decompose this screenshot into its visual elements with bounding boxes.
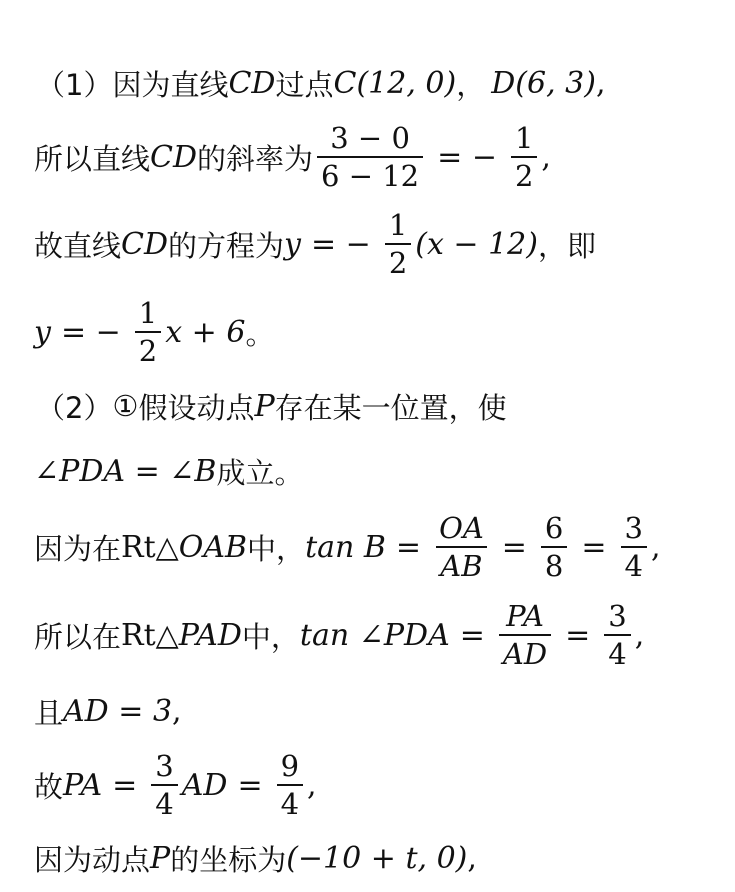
slope-numerator: 3 − 0 xyxy=(330,120,410,155)
equals: = xyxy=(501,529,527,565)
slope-result-numerator: 1 xyxy=(514,120,534,155)
three-numerator: 3 xyxy=(608,598,627,633)
line-8-end: , xyxy=(634,617,645,653)
line-3-text: 的方程为 xyxy=(168,228,285,263)
line-5-tail: 存在某一位置，使 xyxy=(274,390,507,425)
angle-equation: ∠PDA = ∠B xyxy=(34,453,217,489)
tan-pda: tan ∠PDA xyxy=(299,617,450,653)
three-quarters-fraction xyxy=(151,748,177,821)
equals: = xyxy=(395,529,422,565)
three-numerator: 3 xyxy=(155,748,174,783)
line-4-end: 。 xyxy=(245,316,275,351)
equals: = xyxy=(112,767,138,803)
solution-line-11 xyxy=(34,828,735,888)
rt-triangle-symbol: Rt△ xyxy=(121,529,179,565)
half-denominator: 2 xyxy=(385,243,411,278)
line-cd-label: CD xyxy=(121,226,169,262)
circled-one: ① xyxy=(112,389,139,423)
point-c: C(12, 0) xyxy=(333,65,457,101)
three-quarters-fraction xyxy=(604,598,630,671)
half-denominator: 2 xyxy=(135,331,161,366)
line-2-intro: 所以直线 xyxy=(34,141,151,176)
line-11-text: 的坐标为 xyxy=(170,842,287,877)
six-numerator: 6 xyxy=(544,510,564,545)
ad-denominator: AD xyxy=(499,634,551,669)
segment-ad: AD xyxy=(181,767,228,803)
ad-equation: AD = 3 xyxy=(63,693,173,729)
line-8-mid: 中， xyxy=(241,619,300,654)
equals: = xyxy=(237,767,263,803)
slope-result-fraction xyxy=(511,120,537,193)
line-2-end: , xyxy=(541,139,551,175)
half-numerator: 1 xyxy=(388,207,408,242)
solution-line-4 xyxy=(34,295,735,368)
line-cd-label: CD xyxy=(228,65,276,101)
slope-result-denominator: 2 xyxy=(511,156,537,191)
solution-line-8 xyxy=(34,598,735,671)
half-fraction xyxy=(385,207,411,280)
pa-ad-fraction xyxy=(499,598,551,671)
line-1-intro: 因为直线 xyxy=(112,67,229,102)
solution-line-7 xyxy=(34,510,735,583)
point-p: P xyxy=(254,388,275,424)
point-d: D(6, 3) xyxy=(491,65,596,101)
equals: = xyxy=(581,529,607,565)
equals-minus: = − xyxy=(60,314,121,350)
line-10-intro: 故 xyxy=(34,769,64,804)
oa-numerator: OA xyxy=(439,510,484,545)
line-5-text: 假设动点 xyxy=(138,390,255,425)
segment-pa: PA xyxy=(63,767,103,803)
var-y: y xyxy=(284,226,301,262)
line-1-through: 过点 xyxy=(275,67,334,102)
solution-line-3 xyxy=(34,207,735,280)
solution-line-9 xyxy=(34,681,735,741)
line-3-intro: 故直线 xyxy=(34,228,122,263)
equals: = xyxy=(565,617,591,653)
four-denominator: 4 xyxy=(277,784,303,819)
solution-line-2 xyxy=(34,120,735,193)
nine-numerator: 9 xyxy=(280,748,300,783)
part-2-label: （2） xyxy=(36,390,113,425)
slope-fraction xyxy=(317,120,423,193)
line-2-text: 的斜率为 xyxy=(197,141,314,176)
pa-numerator: PA xyxy=(506,598,544,633)
three-quarters-fraction xyxy=(621,510,647,583)
four-denominator: 4 xyxy=(604,634,630,669)
line-cd-label: CD xyxy=(150,139,198,175)
line-1-end: , xyxy=(595,65,606,101)
line-11-end: , xyxy=(467,840,477,876)
part-1-label: （1） xyxy=(36,67,113,102)
half-numerator: 1 xyxy=(138,295,158,330)
line-7-end: , xyxy=(650,529,661,565)
solution-line-5 xyxy=(36,376,735,436)
triangle-pad: PAD xyxy=(178,617,242,653)
solution-line-1 xyxy=(36,53,735,113)
line-10-end: , xyxy=(307,767,317,803)
equals-minus: = − xyxy=(311,226,371,262)
line-9-end: , xyxy=(172,693,182,729)
slope-equals: = − xyxy=(437,139,497,175)
line-9-intro: 且 xyxy=(34,695,64,730)
ab-denominator: AB xyxy=(436,546,486,581)
rt-triangle-symbol: Rt△ xyxy=(121,617,179,653)
solution-line-10 xyxy=(34,748,735,821)
line-3-tail: ，即 xyxy=(537,228,596,263)
equation-rest: (x − 12) xyxy=(415,226,538,262)
line-7-mid: 中， xyxy=(247,531,306,566)
oa-ab-fraction xyxy=(435,510,488,583)
equation-rest: x + 6 xyxy=(165,314,246,350)
line-1-sep: ， xyxy=(456,67,486,102)
point-p-coordinates: (−10 + t, 0) xyxy=(286,840,468,876)
slope-denominator: 6 − 12 xyxy=(317,156,423,191)
triangle-oab: OAB xyxy=(178,529,248,565)
tan-b: tan B xyxy=(305,529,386,565)
nine-quarters-fraction xyxy=(277,748,303,821)
eight-denominator: 8 xyxy=(541,546,567,581)
six-eighths-fraction xyxy=(541,510,567,583)
point-p: P xyxy=(150,840,171,876)
four-denominator: 4 xyxy=(151,784,177,819)
solution-line-6 xyxy=(34,441,735,501)
line-7-intro: 因为在 xyxy=(34,531,122,566)
four-denominator: 4 xyxy=(621,546,647,581)
line-11-intro: 因为动点 xyxy=(34,842,151,877)
line-6-tail: 成立。 xyxy=(216,455,304,490)
half-fraction xyxy=(135,295,161,368)
line-8-intro: 所以在 xyxy=(34,619,122,654)
var-y: y xyxy=(34,314,51,350)
equals: = xyxy=(459,617,485,653)
three-numerator: 3 xyxy=(624,510,643,545)
